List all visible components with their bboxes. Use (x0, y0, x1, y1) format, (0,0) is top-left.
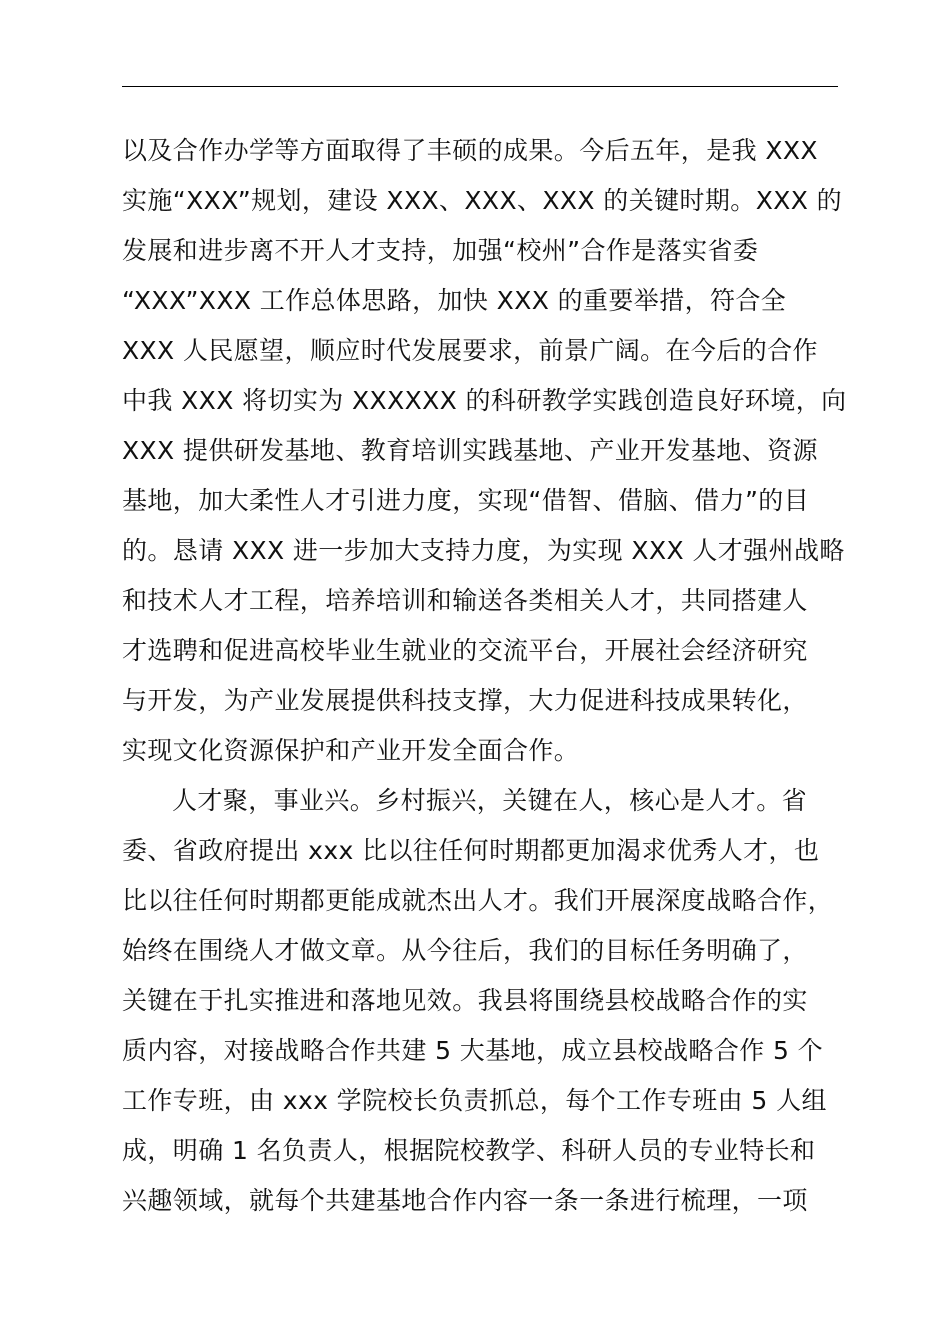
text-line: 中我 XXX 将切实为 XXXXXX 的科研教学实践创造良好环境，向 (122, 386, 847, 415)
text-line: 与开发，为产业发展提供科技支撑，大力促进科技成果转化， (122, 686, 808, 715)
text-line: 兴趣领域，就每个共建基地合作内容一条一条进行梳理，一项 (122, 1186, 808, 1215)
text-line: 成，明确 1 名负责人，根据院校教学、科研人员的专业特长和 (122, 1136, 816, 1165)
text-line: 关键在于扎实推进和落地见效。我县将围绕县校战略合作的实 (122, 986, 808, 1015)
paragraph-1 (122, 126, 862, 776)
text-line: 以及合作办学等方面取得了丰硕的成果。今后五年，是我 XXX (122, 136, 818, 165)
text-line: 质内容，对接战略合作共建 5 大基地，成立县校战略合作 5 个 (122, 1036, 824, 1065)
text-line: 比以往任何时期都更能成就杰出人才。我们开展深度战略合作， (122, 886, 834, 915)
text-line: “XXX”XXX 工作总体思路，加快 XXX 的重要举措，符合全 (122, 286, 787, 315)
text-line: 始终在围绕人才做文章。从今往后，我们的目标任务明确了， (122, 936, 808, 965)
text-line: 实施“XXX”规划，建设 XXX、XXX、XXX 的关键时期。XXX 的 (122, 186, 843, 215)
text-line: 发展和进步离不开人才支持，加强“校州”合作是落实省委 (122, 236, 759, 265)
text-line: XXX 人民愿望，顺应时代发展要求，前景广阔。在今后的合作 (122, 336, 818, 365)
document-body (122, 126, 862, 1226)
paragraph-2 (122, 776, 862, 1226)
text-line: 的。恳请 XXX 进一步加大支持力度，为实现 XXX 人才强州战略 (122, 536, 845, 565)
text-line: 工作专班，由 xxx 学院校长负责抓总，每个工作专班由 5 人组 (122, 1086, 827, 1115)
header-rule (122, 86, 838, 87)
text-line: 委、省政府提出 xxx 比以往任何时期都更加渴求优秀人才，也 (122, 836, 820, 865)
text-line: XXX 提供研发基地、教育培训实践基地、产业开发基地、资源 (122, 436, 818, 465)
text-line: 基地，加大柔性人才引进力度，实现“借智、借脑、借力”的目 (122, 486, 810, 515)
text-line: 人才聚，事业兴。乡村振兴，关键在人，核心是人才。省 (172, 786, 808, 815)
text-line: 和技术人才工程，培养培训和输送各类相关人才，共同搭建人 (122, 586, 808, 615)
text-line: 才选聘和促进高校毕业生就业的交流平台，开展社会经济研究 (122, 636, 808, 665)
text-line: 实现文化资源保护和产业开发全面合作。 (122, 736, 580, 765)
